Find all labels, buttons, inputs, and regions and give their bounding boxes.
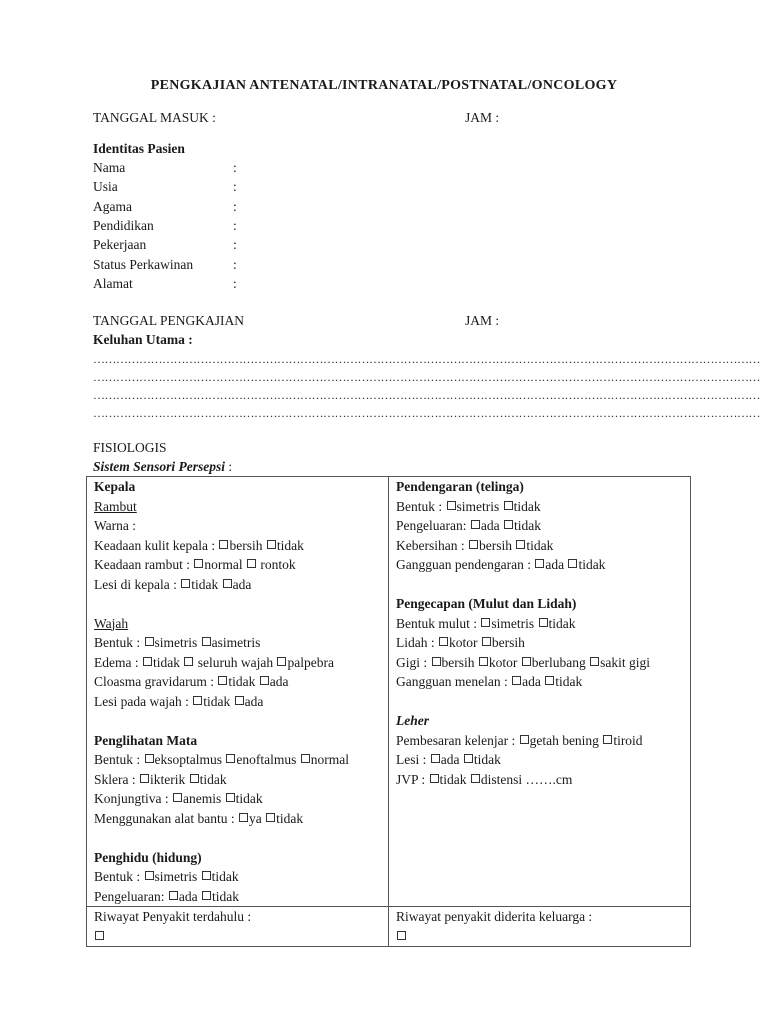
bentuk-hidung [94,867,381,887]
checkbox-icon[interactable] [590,657,599,666]
lidah [396,633,683,653]
item-label: Edema : [94,654,142,670]
lesi-kepala [94,575,381,595]
bentuk-mulut [396,614,683,634]
item-label: Lesi pada wajah : [94,693,193,709]
gangguan-menelan [396,672,683,692]
keluhan-utama-heading: Keluhan Utama : [93,332,193,347]
option-label: ada [269,674,289,689]
item-label: Konjungtiva : [94,791,172,806]
checkbox-icon[interactable] [169,891,178,900]
option-label: kotor [449,635,481,650]
field-nama [93,160,393,179]
riwayat-terdahulu-label: Riwayat Penyakit terdahulu : [94,909,252,924]
item-label: Gangguan menelan : [396,674,512,689]
checkbox-icon[interactable] [277,657,286,666]
checkbox-icon[interactable] [219,540,228,549]
item-label: Keadaan kulit kepala : [94,537,219,553]
item-label: Lesi di kepala : [94,576,181,592]
item-label: Pengeluaran: [94,888,168,904]
field-colon: : [233,199,237,214]
spacer [94,594,381,614]
gangguan-pendengaran [396,555,683,575]
option-label: tidak [191,576,222,592]
option-label: tidak [228,674,259,689]
checkbox-icon[interactable] [603,735,612,744]
option-label: ada [440,752,463,767]
option-label: simetris [154,869,201,884]
checkbox-icon[interactable] [190,774,199,783]
checkbox-icon[interactable] [202,891,211,900]
option-label: simetris [491,615,538,631]
pengecapan-heading: Pengecapan (Mulut dan Lidah) [396,596,577,611]
checkbox-icon[interactable] [239,813,248,822]
riwayat-keluarga-label: Riwayat penyakit diderita keluarga : [396,909,593,924]
bentuk-telinga [396,497,683,517]
sistem-sensori-heading [93,459,232,475]
option-label: tidak [526,537,554,553]
option-label: ada [545,557,568,572]
option-label: ikterik [150,771,189,787]
riwayat-terdahulu-cell [87,907,389,947]
checkbox-icon[interactable] [226,754,235,763]
checkbox-icon[interactable] [430,774,439,783]
checkbox-icon[interactable] [504,520,513,529]
checkbox-icon[interactable] [522,657,531,666]
field-label: Usia [93,179,118,194]
option-label: tidak [276,537,304,553]
checkbox-icon[interactable] [439,637,448,646]
option-label: asimetris [211,635,261,650]
checkbox-icon[interactable] [193,696,202,705]
option-label: enoftalmus [236,752,300,767]
option-label: ada [244,693,264,709]
checkbox-icon[interactable] [235,696,244,705]
option-label: simetris [154,635,201,650]
checkbox-icon[interactable] [202,871,211,880]
item-label: Gigi : [396,654,431,670]
option-label: tidak [211,869,239,884]
item-label: Keadaan rambut : [94,557,194,572]
checkbox-icon[interactable] [545,676,554,685]
item-label: Lesi : [396,752,430,767]
kepala-heading: Kepala [94,479,136,494]
right-column [389,477,691,907]
field-label: Nama [93,160,126,175]
jam-pengkajian-label: JAM : [465,313,500,328]
item-label: Sklera : [94,771,139,787]
checkbox-icon[interactable] [145,637,154,646]
checkbox-icon[interactable] [464,754,473,763]
checkbox-icon[interactable] [431,754,440,763]
option-label: anemis [183,791,225,806]
sistem-sensori-label: Sistem Sensori Persepsi [93,459,226,474]
form-title: PENGKAJIAN ANTENATAL/INTRANATAL/POSTNATAL/ONCOLOGY [150,78,618,93]
option-label: tidak [513,498,541,514]
option-label: bersih [478,537,516,553]
field-alamat [93,276,393,295]
keluhan-line: ………………………………………………………………………………………………………………………………………………………… [93,352,760,366]
checkbox-icon[interactable] [471,520,480,529]
field-colon: : [233,160,237,175]
checkbox-icon[interactable] [447,501,456,510]
checkbox-icon[interactable] [520,735,529,744]
checkbox-icon[interactable] [539,618,548,627]
left-column [87,477,389,907]
option-label: tidak [578,557,606,572]
lesi-leher [396,750,683,770]
checkbox-icon[interactable] [267,540,276,549]
option-label: ada [178,888,201,904]
cloasma-gravidarum [94,672,381,692]
gigi [396,653,683,673]
option-label: distensi …….cm [480,771,573,787]
option-label: eksoptalmus [154,752,226,767]
tanggal-masuk-label: TANGGAL MASUK : [93,110,216,125]
checkbox-icon[interactable] [145,754,154,763]
checkbox-icon[interactable] [260,676,269,685]
field-pekerjaan [93,237,393,256]
checkbox-icon[interactable] [397,931,406,940]
option-label: tidak [211,888,239,904]
item-label: JVP : [396,771,429,787]
item-label: Lidah : [396,635,438,650]
keluhan-line: ………………………………………………………………………………………………………………………………………………………… [93,388,760,402]
keluhan-line: ………………………………………………………………………………………………………………………………………………………… [93,406,760,420]
sistem-sensori-colon: : [225,459,233,474]
option-label: tidak [203,693,234,709]
field-label: Agama [93,199,132,214]
field-label: Alamat [93,276,133,291]
riwayat-keluarga-cell [389,907,691,947]
checkbox-icon[interactable] [202,637,211,646]
field-label: Status Perkawinan [93,257,194,272]
pembesaran-kelenjar [396,731,683,751]
checkbox-icon[interactable] [223,579,232,588]
option-label: ada [232,576,252,592]
item-label: Bentuk : [94,752,144,767]
option-label: rontok [256,557,296,572]
option-label: ya [248,810,266,826]
warna-field: Warna : [94,518,137,533]
rambut-subheading: Rambut [94,498,137,514]
field-label: Pekerjaan [93,237,147,252]
option-label: tidak [276,810,304,826]
tanggal-pengkajian-label: TANGGAL PENGKAJIAN [93,313,245,328]
checkbox-icon[interactable] [226,793,235,802]
checkbox-icon[interactable] [432,657,441,666]
fisiologis-heading: FISIOLOGIS [93,440,167,455]
keluhan-line: ………………………………………………………………………………………………………………………………………………………… [93,370,760,384]
option-label: getah bening [529,732,603,748]
checkbox-icon[interactable] [479,657,488,666]
konjungtiva [94,789,381,809]
identitas-heading: Identitas Pasien [93,141,185,156]
item-label: Bentuk : [396,498,446,514]
option-label: seluruh wajah [194,654,277,670]
field-colon: : [233,257,237,272]
bentuk-wajah [94,633,381,653]
checkbox-icon[interactable] [568,559,577,568]
checkbox-icon[interactable] [301,754,310,763]
checkbox-icon[interactable] [143,657,152,666]
field-colon: : [233,218,237,233]
bentuk-mata [94,750,381,770]
checkbox-icon[interactable] [145,871,154,880]
spacer [396,575,683,595]
option-label: ada [522,674,545,689]
checkbox-icon[interactable] [194,559,203,568]
jam-masuk-label: JAM : [465,110,500,125]
field-usia [93,179,393,198]
checkbox-icon[interactable] [266,813,275,822]
option-label: normal [204,557,246,572]
option-label: tidak [555,674,583,689]
leher-heading: Leher [396,713,429,728]
checkbox-icon[interactable] [184,657,193,666]
keadaan-kulit-kepala [94,536,381,556]
spacer [396,692,683,712]
penghidu-heading: Penghidu (hidung) [94,849,202,865]
option-label: tidak [235,791,263,806]
jvp [396,770,683,790]
item-label: Bentuk : [94,635,144,650]
riwayat-terdahulu-checkbox-row [94,927,381,947]
wajah-subheading: Wajah [94,615,129,631]
option-label: tiroid [613,732,643,748]
kebersihan [396,536,683,556]
checkbox-icon[interactable] [512,676,521,685]
checkbox-icon[interactable] [481,618,490,627]
field-colon: : [233,179,237,194]
checkbox-icon[interactable] [516,540,525,549]
option-label: tidak [513,518,541,533]
pengeluaran-hidung [94,887,381,907]
field-status-perkawinan [93,257,393,276]
option-label: tidak [548,615,576,631]
riwayat-keluarga-checkbox-row [396,927,683,947]
checkbox-icon[interactable] [247,559,256,568]
option-label: normal [310,752,349,767]
field-agama [93,199,393,218]
keadaan-rambut [94,555,381,575]
checkbox-icon[interactable] [181,579,190,588]
item-label: Pengeluaran: [396,518,470,533]
sklera [94,770,381,790]
lesi-wajah [94,692,381,712]
checkbox-icon[interactable] [173,793,182,802]
option-label: bersih [491,635,525,650]
option-label: palpebra [287,654,334,670]
checkbox-icon[interactable] [95,931,104,940]
alat-bantu [94,809,381,829]
item-label: Gangguan pendengaran : [396,557,535,572]
checkbox-icon[interactable] [535,559,544,568]
checkbox-icon[interactable] [140,774,149,783]
option-label: tidak [152,654,184,670]
checkbox-icon[interactable] [471,774,480,783]
item-label: Cloasma gravidarum : [94,674,218,689]
item-label: Bentuk mulut : [396,615,481,631]
checkbox-icon[interactable] [504,501,513,510]
checkbox-icon[interactable] [469,540,478,549]
assessment-table [86,476,691,947]
field-pendidikan [93,218,393,237]
option-label: ada [480,518,503,533]
option-label: berlubang [531,654,590,670]
item-label: Kebersihan : [396,537,468,553]
item-label: Pembesaran kelenjar : [396,732,519,748]
option-label: tidak [199,771,227,787]
item-label: Bentuk : [94,869,144,884]
penglihatan-heading: Penglihatan Mata [94,732,198,748]
option-label: tidak [439,771,470,787]
checkbox-icon[interactable] [218,676,227,685]
checkbox-icon[interactable] [482,637,491,646]
spacer [94,828,381,848]
field-colon: : [233,237,237,252]
option-label: bersih [229,537,266,553]
option-label: sakit gigi [600,654,650,670]
spacer [94,711,381,731]
pendengaran-heading: Pendengaran (telinga) [396,479,524,494]
option-label: kotor [488,654,521,670]
field-colon: : [233,276,237,291]
item-label: Menggunakan alat bantu : [94,810,238,826]
option-label: simetris [456,498,503,514]
edema [94,653,381,673]
field-label: Pendidikan [93,218,154,233]
option-label: tidak [473,752,501,767]
option-label: bersih [441,654,478,670]
pengeluaran-telinga [396,516,683,536]
